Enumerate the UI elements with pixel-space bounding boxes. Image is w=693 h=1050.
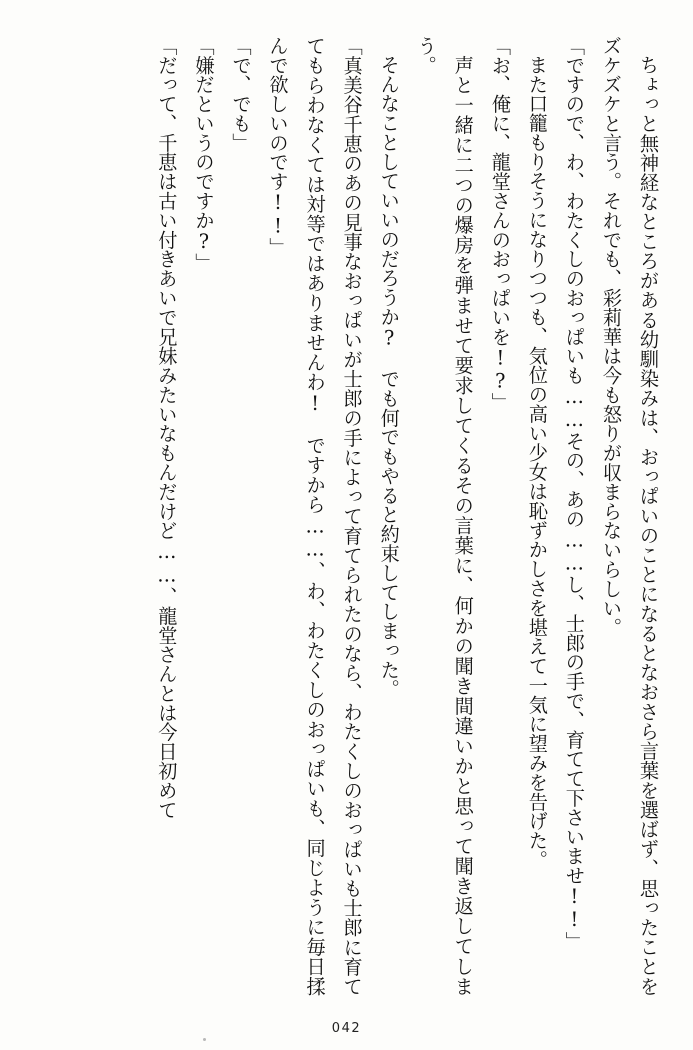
paragraph: 「嫌だというのですか?」 (192, 36, 216, 273)
paragraph: そんなことしていいのだろうか? でも何でもやると約束してしまった。 (377, 55, 401, 699)
paragraph: 声と一緒に二つの爆房を弾ませて要求してくるその言葉に、何かの聞き間違いかと思って聞き返してしまう。 (414, 36, 475, 996)
paragraph: 「だって、千恵は古い付きあいで兄妹みたいなもんだけど……、龍堂さんとは今日初めて (155, 36, 179, 820)
paragraph: 「ですので、わ、わたくしのおっぱいも……その、あの……し、士郎の手で、育てて下さいませ!!」 (562, 36, 586, 951)
page-number: 042 (331, 1021, 362, 1036)
paragraph: 「で、でも」 (229, 36, 253, 153)
paragraph: 「お、俺に、龍堂さんのおっぱいを!?」 (488, 36, 512, 413)
paragraph: また口籠もりそうになりつつも、気位の高い少女は恥ずかしさを堪えて一気に望みを告げた。 (525, 55, 549, 870)
paragraph: 「真美谷千恵のあの見事なおっぱいが士郎の手によって育てられたのなら、わたくしのおっぱいも士郎に育ててもらわなくては対等ではありませんわ! ですから……、わ、わたくしのおっぱいも、同じように毎日揉んで欲しいのです!!」 (266, 36, 364, 996)
paragraph: ちょっと無神経なところがある幼馴染みは、おっぱいのことになるとなおさら言葉を選ばず、思ったことをズケズケと言う。それでも、彩莉華は今も怒りが収まらないらしい。 (599, 36, 660, 996)
body-text-vertical (26, 36, 667, 996)
speck-mark (203, 1038, 206, 1041)
